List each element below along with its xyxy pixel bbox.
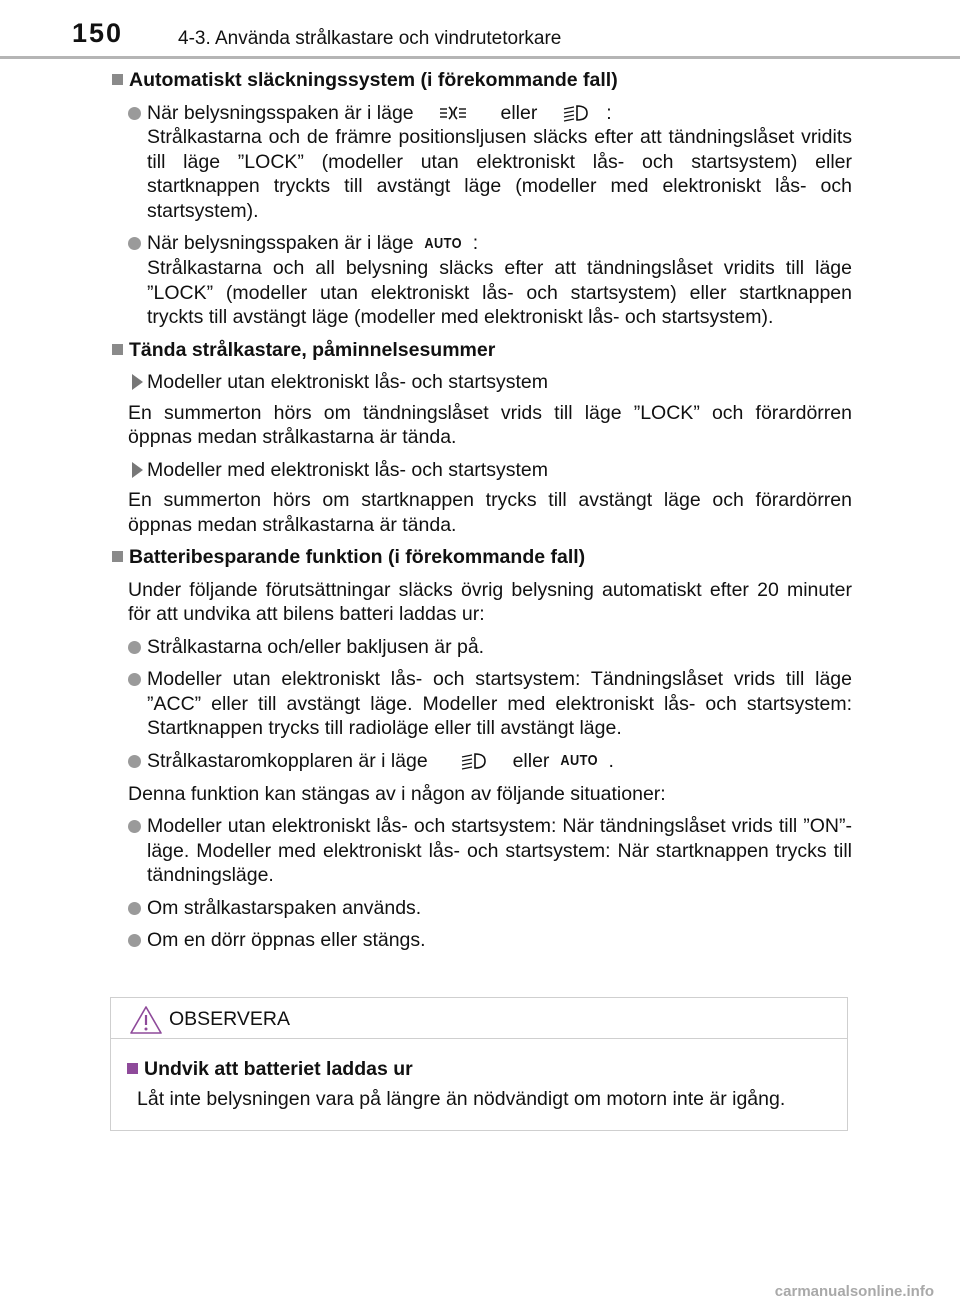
headlight-icon: [451, 750, 493, 772]
section-heading-battery-saver: Batteribesparande funktion (i förekommande fall): [112, 545, 852, 570]
page-number: 150: [72, 18, 124, 48]
arrow-right-icon: [132, 462, 143, 478]
notice-body: [111, 1039, 847, 1112]
square-bullet-icon: [112, 344, 123, 355]
list-item: Om strålkastarspaken används.: [128, 896, 852, 921]
sub-heading: Modeller med elektroniskt lås- och startsystem: [132, 458, 852, 483]
header-divider: [0, 56, 960, 59]
list-item: När belysningsspaken är i läge eller : Strålkastarna och de främre positionsljusen släcks efter att tändningslåset vridits till läge ”LOCK” (modeller utan elektroniskt lås- och startsystem) eller startknappen tryckts till avstängt läge (modeller med elektroniskt lås- och startsystem).: [128, 101, 852, 224]
arrow-right-icon: [132, 374, 143, 390]
notice-heading: Undvik att batteriet laddas ur: [127, 1057, 847, 1082]
list-item: Strålkastarna och/eller bakljusen är på.: [128, 635, 852, 660]
square-bullet-icon: [127, 1063, 138, 1074]
paragraph: Denna funktion kan stängas av i någon av följande situationer:: [128, 782, 666, 805]
paragraph: En summerton hörs om tändningslåset vrids till läge ”LOCK” och förardörren öppnas medan strålkastarna är tända.: [128, 401, 852, 449]
chapter-title: 4-3. Använda strålkastare och vindrutetorkare: [178, 28, 562, 49]
round-bullet-icon: [128, 673, 141, 686]
section-heading-auto-off: Automatiskt släckningssystem (i förekommande fall): [112, 68, 852, 93]
notice-title: OBSERVERA: [169, 1008, 291, 1030]
round-bullet-icon: [128, 755, 141, 768]
page-header: [0, 0, 960, 62]
round-bullet-icon: [128, 237, 141, 250]
sub-heading: Modeller utan elektroniskt lås- och startsystem: [132, 370, 852, 395]
paragraph: En summerton hörs om startknappen trycks till avstängt läge och förardörren öppnas medan strålkastarna är tända.: [128, 489, 852, 536]
list-item: Modeller utan elektroniskt lås- och startsystem: När tändningslåset vrids till ”ON”-läge. Modeller med elektroniskt lås- och startsystem: När startknappen trycks till tändningsläge.: [128, 814, 852, 888]
list-item: Strålkastaromkopplaren är i läge eller AUTO .: [128, 749, 852, 774]
square-bullet-icon: [112, 551, 123, 562]
notice-text: Låt inte belysningen vara på längre än nödvändigt om motorn inte är igång.: [137, 1088, 786, 1110]
notice-box: [110, 997, 848, 1131]
auto-mode-icon: AUTO: [560, 752, 598, 770]
round-bullet-icon: [128, 902, 141, 915]
round-bullet-icon: [128, 641, 141, 654]
parking-lights-icon: [425, 102, 485, 124]
watermark: carmanualsonline.info: [774, 1283, 934, 1300]
round-bullet-icon: [128, 107, 141, 120]
paragraph: Under följande förutsättningar släcks övrig belysning automatiskt efter 20 minuter för att undvika att bilens batteri laddas ur:: [128, 578, 852, 626]
list-item: När belysningsspaken är i läge AUTO : Strålkastarna och all belysning släcks efter att tändningslåset vridits till läge ”LOCK” (modeller utan elektroniskt lås- och startsystem) eller startknappen tryckts till avstängt läge (modeller med elektroniskt lås- och startsystem).: [128, 231, 852, 330]
round-bullet-icon: [128, 934, 141, 947]
list-item: Om en dörr öppnas eller stängs.: [128, 928, 852, 953]
round-bullet-icon: [128, 820, 141, 833]
notice-header: [111, 998, 847, 1039]
main-content: [112, 68, 852, 961]
square-bullet-icon: [112, 74, 123, 85]
section-heading-reminder: Tända strålkastare, påminnelsesummer: [112, 338, 852, 363]
list-item: Modeller utan elektroniskt lås- och startsystem: Tändningslåset vrids till läge ”ACC” eller till avstängt läge. Modeller med elektroniskt lås- och startsystem: Startknappen trycks till radioläge eller till avstängt läge.: [128, 667, 852, 741]
auto-mode-icon: AUTO: [424, 234, 462, 252]
headlight-icon: [553, 102, 595, 124]
warning-icon: [129, 1005, 163, 1035]
